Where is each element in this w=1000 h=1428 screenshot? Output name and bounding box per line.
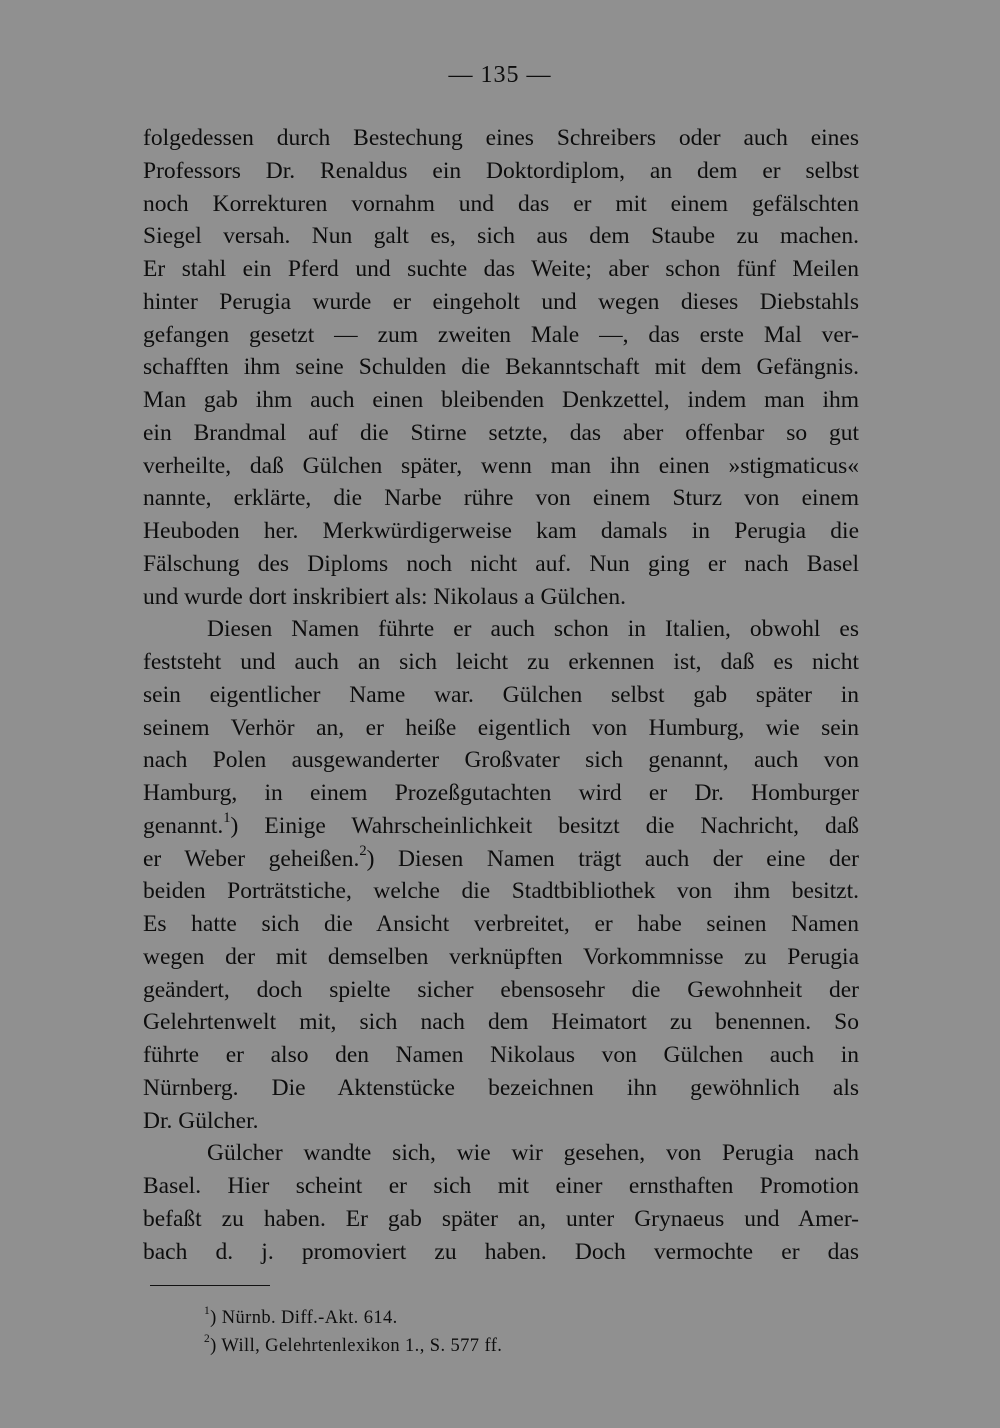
text-line: führte er also den Namen Nikolaus von Gülchen auch in	[143, 1042, 859, 1068]
text-line: schafften ihm seine Schulden die Bekanntschaft mit dem Gefängnis.	[143, 354, 859, 381]
text-line: nach Polen ausgewanderter Großvater sich genannt, auch von	[143, 747, 859, 774]
footnote-ref: 2	[359, 842, 367, 859]
text-line: seinem Verhör an, er heiße eigentlich von Humburg, wie sein	[143, 714, 859, 741]
body-text	[143, 122, 859, 1268]
footnote-marker: 1	[204, 1305, 211, 1318]
text-line: Man gab ihm auch einen bleibenden Denkzettel, indem man ihm	[143, 387, 859, 413]
text-line: Hamburg, in einem Prozeßgutachten wird er Dr. Homburger	[143, 780, 859, 806]
text-line: noch Korrekturen vornahm und das er mit einem gefälschten	[143, 190, 859, 217]
text-line: und wurde dort inskribiert als: Nikolaus a Gülchen.	[143, 583, 626, 610]
text-line: Heuboden her. Merkwürdigerweise kam damals in Perugia die	[143, 518, 859, 544]
footnote-ref: 1	[223, 809, 231, 826]
text-line: Gelehrtenwelt mit, sich nach dem Heimatort zu benennen. So	[143, 1009, 859, 1036]
text-line: Er stahl ein Pferd und suchte das Weite; aber schon fünf Meilen	[143, 256, 859, 282]
text-line: sein eigentlicher Name war. Gülchen selbst gab später in	[143, 681, 859, 708]
text-line: Nürnberg. Die Aktenstücke bezeichnen ihn gewöhnlich als	[143, 1074, 859, 1101]
footnote: $^1$) Nürnb. Diff.-Akt. 614.	[204, 1305, 398, 1328]
text-line: ein Brandmal auf die Stirne setzte, das aber offenbar so gut	[143, 419, 859, 446]
text-line: Dr. Gülcher.	[143, 1107, 259, 1134]
text-line: feststeht und auch an sich leicht zu erkennen ist, daß es nicht	[143, 649, 859, 675]
text-line: nannte, erklärte, die Narbe rühre von einem Sturz von einem	[143, 485, 859, 512]
text-line: beiden Porträtstiche, welche die Stadtbibliothek von ihm besitzt.	[143, 878, 859, 905]
text-line: er Weber geheißen.$^2$) Diesen Namen trägt auch der eine der	[143, 842, 859, 872]
text-line: Fälschung des Diploms noch nicht auf. Nun ging er nach Basel	[143, 550, 859, 577]
text-line: wegen der mit demselben verknüpften Vorkommnisse zu Perugia	[143, 943, 859, 970]
footnote-marker: 2	[204, 1333, 211, 1346]
text-line: Professors Dr. Renaldus ein Doktordiplom, an dem er selbst	[143, 157, 859, 184]
text-line: befaßt zu haben. Er gab später an, unter Grynaeus und Amer-	[143, 1205, 859, 1232]
text-line: gefangen gesetzt — zum zweiten Male —, das erste Mal ver-	[143, 321, 859, 348]
page-number: — 135 —	[448, 62, 552, 88]
text-line: geändert, doch spielte sicher ebensosehr die Gewohnheit der	[143, 976, 859, 1003]
text-line: Siegel versah. Nun galt es, sich aus dem Staube zu machen.	[143, 223, 859, 250]
text-line: verheilte, daß Gülchen später, wenn man ihn einen »stigmaticus«	[143, 452, 859, 479]
text-line: hinter Perugia wurde er eingeholt und wegen dieses Diebstahls	[143, 288, 859, 315]
text-line: Basel. Hier scheint er sich mit einer ernsthaften Promotion	[143, 1173, 859, 1199]
footnote-divider	[150, 1285, 270, 1286]
footnote: $^2$) Will, Gelehrtenlexikon 1., S. 577 ff.	[204, 1333, 503, 1356]
text-line: folgedessen durch Bestechung eines Schreibers oder auch eines	[143, 125, 859, 151]
text-line: Es hatte sich die Ansicht verbreitet, er habe seinen Namen	[143, 911, 859, 937]
text-line: bach d. j. promoviert zu haben. Doch vermochte er das	[143, 1238, 859, 1265]
footnotes	[204, 1304, 804, 1360]
text-line: Diesen Namen führte er auch schon in Italien, obwohl es	[207, 616, 859, 643]
text-line: genannt.$^1$) Einige Wahrscheinlichkeit besitzt die Nachricht, daß	[143, 809, 859, 839]
text-line: Gülcher wandte sich, wie wir gesehen, von Perugia nach	[207, 1140, 859, 1167]
